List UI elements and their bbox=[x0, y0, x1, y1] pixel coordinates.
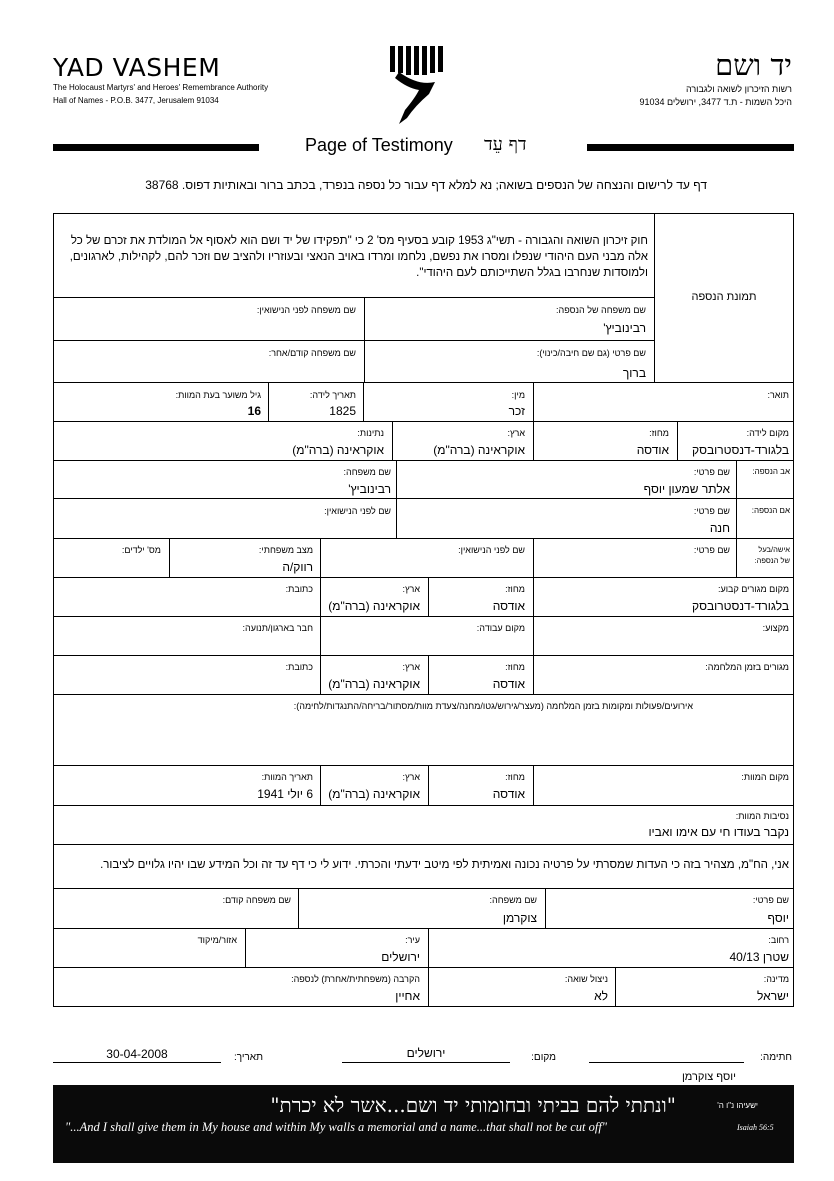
spouse-group-label-1: אישה/בעל bbox=[758, 545, 790, 554]
submitter-country-label: מדינה: bbox=[763, 974, 789, 984]
instruction-text: דף עד לרישום והנצחה של הנספים בשואה; נא למלא דף עבור כל נספה בנפרד, בכתב ברור ובאותיות דפוס. 38768 bbox=[145, 178, 707, 192]
profession-label: מקצוע: bbox=[762, 623, 789, 633]
signature-label: חתימה: bbox=[760, 1052, 792, 1063]
victim-birth-date-label: תאריך לידה: bbox=[309, 390, 356, 400]
residence-address-label: כתובת: bbox=[285, 584, 313, 594]
death-date[interactable]: 6 יולי 1941 bbox=[257, 787, 313, 801]
org-line1-en: The Holocaust Martyrs' and Heroes' Remembrance Authority bbox=[53, 83, 269, 92]
date-line bbox=[53, 1062, 221, 1063]
footer-banner bbox=[53, 1085, 794, 1163]
victim-first-name[interactable]: ברוך bbox=[622, 366, 646, 380]
yad-vashem-logo bbox=[385, 44, 451, 128]
org-name-he: יד ושם bbox=[715, 48, 792, 82]
father-last-name-label: שם משפחה: bbox=[343, 467, 391, 477]
birth-district[interactable]: אודסה bbox=[636, 443, 669, 457]
residence-place[interactable]: בלגורד-דנסטרובסק bbox=[692, 599, 789, 613]
submitter-street[interactable]: שטרן 40/13 bbox=[729, 950, 789, 964]
birth-country[interactable]: אוקראינה (ברה"מ) bbox=[433, 443, 525, 457]
death-circumstances-label: נסיבות המוות: bbox=[735, 811, 789, 821]
victim-age[interactable]: 16 bbox=[247, 404, 261, 418]
photo-label: תמונת הנספה bbox=[691, 291, 757, 303]
declaration-text: אני, הח"מ, מצהיר בזה כי העדות שמסרתי על פרטיה נכונה ואמיתית לפי מיטב ידעתי והכרתי. ידוע לי כי דף עד זה וכל המידע שבו יהיו גלויים לציבור. bbox=[100, 859, 789, 871]
wartime-district[interactable]: אודסה bbox=[492, 677, 525, 691]
death-country-label: ארץ: bbox=[402, 772, 420, 782]
submitter-first-name-label: שם פרטי: bbox=[752, 895, 789, 905]
wartime-district-label: מחוז: bbox=[505, 662, 525, 672]
death-country[interactable]: אוקראינה (ברה"מ) bbox=[328, 787, 420, 801]
spouse-maiden-label: שם לפני הנישואין: bbox=[458, 545, 525, 555]
residence-country-label: ארץ: bbox=[402, 584, 420, 594]
submitter-first-name[interactable]: יוסף bbox=[767, 911, 789, 925]
place-line bbox=[342, 1062, 510, 1063]
org-line1-he: רשות הזיכרון לשואה ולגבורה bbox=[685, 84, 792, 94]
residence-country[interactable]: אוקראינה (ברה"מ) bbox=[328, 599, 420, 613]
birth-district-label: מחוז: bbox=[649, 428, 669, 438]
mother-first-name[interactable]: חנה bbox=[709, 521, 730, 535]
org-line2-he: היכל השמות - ת.ד 3477, ירושלים 91034 bbox=[639, 97, 792, 107]
header-rule-right bbox=[587, 144, 794, 151]
wartime-address-label: כתובת: bbox=[285, 662, 313, 672]
org-line2-en: Hall of Names - P.O.B. 3477, Jerusalem 91034 bbox=[53, 96, 219, 105]
death-district-label: מחוז: bbox=[505, 772, 525, 782]
residence-district[interactable]: אודסה bbox=[492, 599, 525, 613]
submitter-prev-name-label: שם משפחה קודם: bbox=[222, 895, 291, 905]
victim-birth-date[interactable]: 1825 bbox=[329, 404, 356, 418]
family-status-label: מצב משפחתי: bbox=[258, 545, 313, 555]
footer-quote-he: "ונתתי להם בביתי ובחומותי יד ושם...אשר לא יכרת" bbox=[270, 1093, 676, 1117]
submitter-relation[interactable]: אחיין bbox=[395, 989, 420, 1003]
mother-group-label: אם הנספה: bbox=[751, 506, 790, 515]
law-text: חוק זיכרון השואה והגבורה - תשי"ג 1953 קובע בסעיף מס' 2 כי "תפקידו של יד ושם הוא לאסוף אל המולדת את זכרם של כל אלה מבני העם היהודי שנפלו ומסרו את נפשם, נלחמו ומרדו באויב הנאצי ובעוזריו ולהציב שם וזכר להם, לקהילות, לארגונים, ולמוסדות שנחרבו בגלל השתייכותם לעם היהודי". bbox=[69, 235, 648, 279]
org-name-en: YAD VASHEM bbox=[53, 53, 221, 82]
death-circumstances[interactable]: נקבר בעודו חי עם אימו ואביו bbox=[648, 825, 789, 839]
death-date-label: תאריך המוות: bbox=[261, 772, 313, 782]
wartime-place-label: מגורים בזמן המלחמה: bbox=[705, 662, 789, 672]
submitter-survivor[interactable]: לא bbox=[594, 989, 608, 1003]
victim-gender-label: מין: bbox=[511, 390, 525, 400]
father-group-label: אב הנספה: bbox=[752, 467, 790, 476]
birth-country-label: ארץ: bbox=[507, 428, 525, 438]
residence-district-label: מחוז: bbox=[505, 584, 525, 594]
father-last-name[interactable]: רבינוביץ' bbox=[348, 482, 391, 496]
victim-last-name-label: שם משפחה של הנספה: bbox=[555, 305, 646, 315]
nationality-label: נתינות: bbox=[357, 428, 384, 438]
submitter-city-label: עיר: bbox=[405, 935, 420, 945]
children-label: מס' ילדים: bbox=[121, 545, 161, 555]
footer-ref-en: Isaiah 56:5 bbox=[737, 1123, 774, 1132]
page-title-he: דף עֵד bbox=[484, 134, 527, 155]
father-first-name[interactable]: אלתר שמעון יוסף bbox=[643, 482, 730, 496]
submitter-country[interactable]: ישראל bbox=[757, 989, 789, 1003]
victim-title-label: תואר: bbox=[767, 390, 789, 400]
birth-place-label: מקום לידה: bbox=[746, 428, 789, 438]
spouse-first-name-label: שם פרטי: bbox=[693, 545, 730, 555]
submitter-survivor-label: ניצול שואה: bbox=[564, 974, 608, 984]
victim-last-name[interactable]: רבינוביץ' bbox=[603, 321, 646, 335]
place-label: מקום: bbox=[531, 1052, 556, 1063]
victim-first-name-label: שם פרטי (גם שם חיבה/כינוי): bbox=[536, 348, 646, 358]
death-place-label: מקום המוות: bbox=[741, 772, 789, 782]
wartime-country-label: ארץ: bbox=[402, 662, 420, 672]
birth-place[interactable]: בלגורד-דנסטרובסק bbox=[692, 443, 789, 457]
residence-place-label: מקום מגורים קבוע: bbox=[717, 584, 789, 594]
footer-quote-en: "...And I shall give them in My house and within My walls a memorial and a name...that shall not be cut off" bbox=[65, 1120, 608, 1134]
footer-ref-he: ישעיהו נ"ו ה' bbox=[717, 1101, 758, 1110]
nationality[interactable]: אוקראינה (ברה"מ) bbox=[292, 443, 384, 457]
header-rule-left bbox=[53, 144, 259, 151]
death-district[interactable]: אודסה bbox=[492, 787, 525, 801]
submitter-street-label: רחוב: bbox=[768, 935, 789, 945]
sign-date[interactable]: 30-04-2008 bbox=[106, 1047, 168, 1061]
submitter-city[interactable]: ירושלים bbox=[381, 950, 420, 964]
submitter-zip-label: אזור/מיקוד bbox=[197, 935, 237, 945]
signer-name: יוסף צוקרמן bbox=[681, 1071, 736, 1083]
family-status[interactable]: רווק/ה bbox=[282, 560, 313, 574]
submitter-relation-label: הקרבה (משפחתית/אחרת) לנספה: bbox=[291, 974, 420, 984]
victim-age-label: גיל משוער בעת המוות: bbox=[175, 390, 261, 400]
events-field[interactable] bbox=[54, 715, 793, 764]
sign-place[interactable]: ירושלים bbox=[406, 1046, 446, 1060]
wartime-country[interactable]: אוקראינה (ברה"מ) bbox=[328, 677, 420, 691]
signature-line bbox=[589, 1062, 744, 1063]
page-title-en: Page of Testimony bbox=[305, 135, 453, 155]
submitter-last-name-label: שם משפחה: bbox=[489, 895, 537, 905]
father-first-name-label: שם פרטי: bbox=[693, 467, 730, 477]
submitter-last-name[interactable]: צוקרמן bbox=[502, 911, 537, 925]
spouse-group-label-2: של הנספה: bbox=[754, 556, 790, 565]
date-label: תאריך: bbox=[233, 1052, 263, 1063]
mother-first-name-label: שם פרטי: bbox=[693, 506, 730, 516]
member-label: חבר בארגון/תנועה: bbox=[242, 623, 313, 633]
workplace-label: מקום עבודה: bbox=[476, 623, 525, 633]
victim-maiden-name-label: שם משפחה לפני הנישואין: bbox=[256, 305, 356, 315]
victim-prev-name-label: שם משפחה קודם/אחר: bbox=[268, 348, 356, 358]
events-label: אירועים/פעולות ומקומות בזמן המלחמה (מעצר/גירוש/גטו/מחנה/צעדת מוות/מסתור/בריחה/התנגדות/לחימה): bbox=[293, 701, 693, 711]
victim-gender[interactable]: זכר bbox=[508, 404, 525, 418]
mother-maiden-label: שם לפני הנישואין: bbox=[324, 506, 391, 516]
